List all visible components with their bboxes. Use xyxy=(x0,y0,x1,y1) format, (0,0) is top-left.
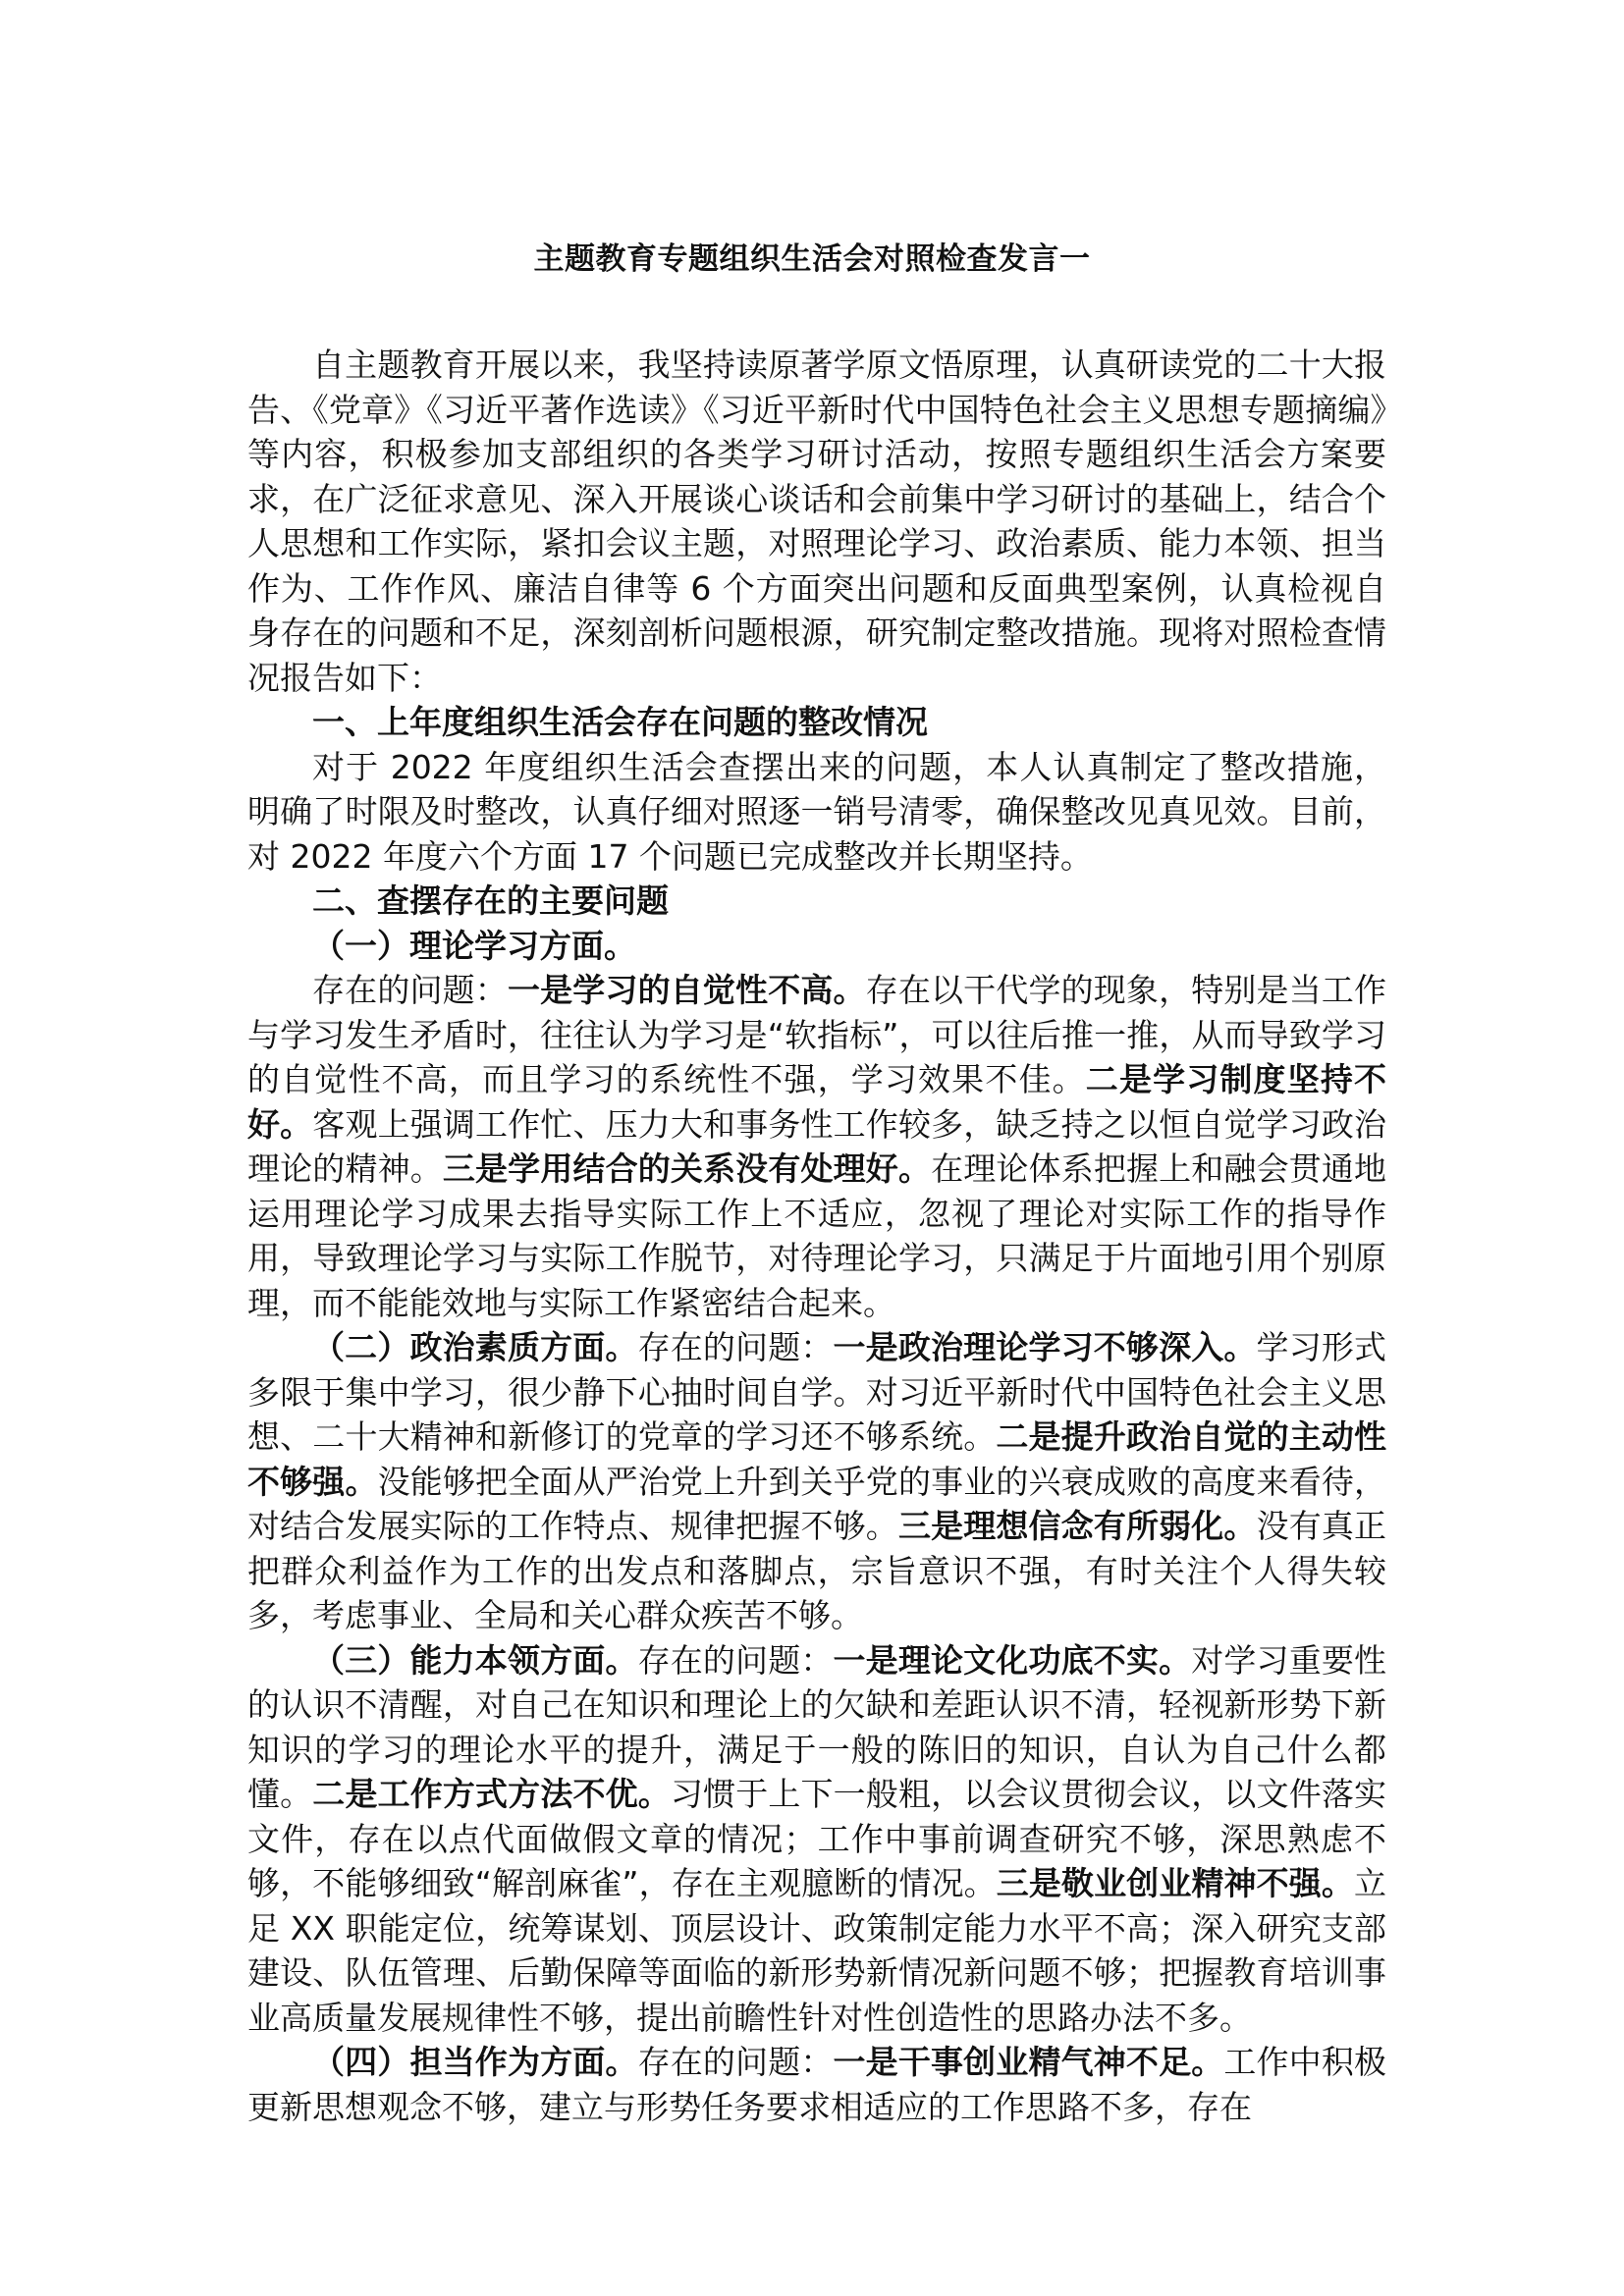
sub4-point1-bold: 一是干事创业精气神不足。 xyxy=(833,2043,1224,2081)
sub1-heading: （一）理论学习方面。 xyxy=(312,926,636,965)
sub4-lead: 存在的问题： xyxy=(637,2043,834,2081)
sub1-point2-text: 客观上强调工作忙、压力大和事务性工作较多，缺乏持之以恒自觉学习政治理论的精神。 xyxy=(247,1104,1387,1188)
sub3-heading: （三）能力本领方面。 xyxy=(312,1640,638,1680)
sub2-point3-text: 没有真正把群众利益作为工作的出发点和落脚点，宗旨意识不强，有时关注个人得失较多，考虑事业、全局和关心群众疾苦不够。 xyxy=(247,1507,1387,1634)
sub4-point1-text: 工作中积极更新思想观念不够，建立与形势任务要求相适应的工作思路不多，存在 xyxy=(247,2043,1386,2126)
sub2-point2-bold: 二是提升政治自觉的主动性不够强。 xyxy=(247,1417,1387,1501)
document-body xyxy=(247,343,1386,2129)
sub3-point2-text: 习惯于上下一般粗，以会议贯彻会议，以文件落实文件，存在以点代面做假文章的情况；工作中事前调查研究不够，深思熟虑不够，不能够细致“解剖麻雀”，存在主观臆断的情况。 xyxy=(247,1775,1387,1902)
sub3-lead: 存在的问题： xyxy=(637,1640,834,1680)
sub3-point3-bold: 三是敬业创业精神不强。 xyxy=(996,1864,1354,1902)
sub2-point1-text: 学习形式多限于集中学习，很少静下心抽时间自学。对习近平新时代中国特色社会主义思想、二十大精神和新修订的党章的学习还不够系统。 xyxy=(247,1328,1386,1456)
sub2-paragraph xyxy=(247,1325,1386,1638)
sub3-point1-bold: 一是理论文化功底不实。 xyxy=(833,1640,1192,1680)
sub3-point1-text: 对学习重要性的认识不清醒，对自己在知识和理论上的欠缺和差距认识不清，轻视新形势下新知识的学习的理论水平的提升，满足于一般的陈旧的知识，自认为自己什么都懂。 xyxy=(247,1640,1386,1813)
section1-heading: 一、上年度组织生活会存在问题的整改情况 xyxy=(312,703,928,741)
sub2-point3-bold: 三是理想信念有所弱化。 xyxy=(897,1507,1257,1545)
sub1-paragraph xyxy=(247,968,1386,1325)
sub1-point1-text: 存在以干代学的现象，特别是当工作与学习发生矛盾时，往往认为学习是“软指标”，可以往后推一推，从而导致学习的自觉性不高，而且学习的系统性不强，学习效果不佳。 xyxy=(247,971,1386,1098)
sub2-heading: （二）政治素质方面。 xyxy=(312,1328,638,1366)
sub1-point1-bold: 一是学习的自觉性不高。 xyxy=(507,971,866,1009)
sub2-point2-text: 没能够把全面从严治党上升到关乎党的事业的兴衰成败的高度来看待，对结合发展实际的工作特点、规律把握不够。 xyxy=(247,1462,1387,1545)
sub3-point2-bold: 二是工作方式方法不优。 xyxy=(312,1775,671,1813)
sub2-lead: 存在的问题： xyxy=(637,1328,834,1366)
sub2-point1-bold: 一是政治理论学习不够深入。 xyxy=(833,1328,1257,1366)
sub1-lead: 存在的问题： xyxy=(312,971,508,1009)
document-title: 主题教育专题组织生活会对照检查发言一 xyxy=(533,241,1091,277)
sub1-point3-bold: 三是学用结合的关系没有处理好。 xyxy=(442,1149,932,1188)
section2-heading: 二、查摆存在的主要问题 xyxy=(312,881,669,920)
sub4-heading: （四）担当作为方面。 xyxy=(312,2043,638,2081)
sub3-paragraph xyxy=(247,1638,1386,2041)
sub1-point3-text: 在理论体系把握上和融会贯通地运用理论学习成果去指导实际工作上不适应，忽视了理论对实际工作的指导作用，导致理论学习与实际工作脱节，对待理论学习，只满足于片面地引用个别原理，而不能能效地与实际工作紧密结合起来。 xyxy=(247,1149,1387,1322)
intro-paragraph: 自主题教育开展以来，我坚持读原著学原文悟原理，认真研读党的二十大报告、《党章》《习近平著作选读》《习近平新时代中国特色社会主义思想专题摘编》等内容，积极参加支部组织的各类学习研讨活动，按照专题组织生活会方案要求，在广泛征求意见、深入开展谈心谈话和会前集中学习研讨的基础上，结合个人思想和工作实际，紧扣会议主题，对照理论学习、政治素质、能力本领、担当作为、工作作风、廉洁自律等 6 个方面突出问题和反面典型案例，认真检视自身存在的问题和不足，深刻剖析问题根源，研究制定整改措施。现将对照检查情况报告如下： xyxy=(247,346,1386,697)
section1-paragraph: 对于 2022 年度组织生活会查摆出来的问题，本人认真制定了整改措施，明确了时限及时整改，认真仔细对照逐一销号清零，确保整改见真见效。目前，对 2022 年度六个方面 17 个问题已完成整改并长期坚持。 xyxy=(247,747,1386,876)
sub3-point3-text: 立足 XX 职能定位，统筹谋划、顶层设计、政策制定能力水平不高；深入研究支部建设、队伍管理、后勤保障等面临的新形势新情况新问题不够；把握教育培训事业高质量发展规律性不够，提出前瞻性针对性创造性的思路办法不多。 xyxy=(247,1864,1386,2037)
sub1-point2-bold: 二是学习制度坚持不好。 xyxy=(247,1060,1387,1144)
sub4-paragraph xyxy=(247,2040,1386,2129)
